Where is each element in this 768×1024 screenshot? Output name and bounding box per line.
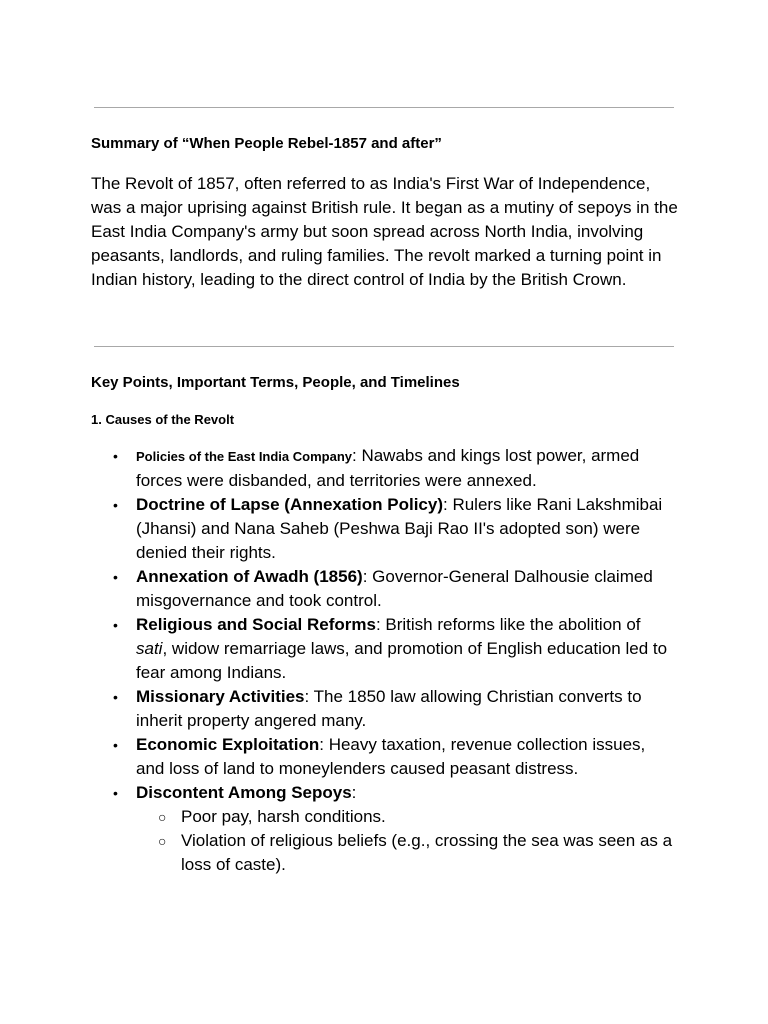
circle-bullet-icon: ○ [158,809,167,825]
cause-text: : Governor-General Dalhousie claimed misgovernance and took control. [136,567,653,610]
cause-term: Doctrine of Lapse (Annexation Policy) [136,495,443,514]
cause-text: : The 1850 law allowing Christian converts to inherit property angered many. [136,687,642,730]
cause-italic-term: sati [136,639,163,658]
causes-heading: 1. Causes of the Revolt [91,412,235,427]
bullet-icon: • [113,689,118,705]
cause-text: : Nawabs and kings lost power, armed forces were disbanded, and territories were annexed. [136,446,640,490]
cause-item [0,781,676,877]
bullet-icon: • [113,737,118,753]
sub-item-text: Poor pay, harsh conditions. [181,807,386,826]
circle-bullet-icon: ○ [158,833,167,849]
bullet-icon: • [113,617,118,633]
cause-item [0,733,676,781]
divider-top [94,107,674,108]
divider-middle [94,346,674,347]
sub-item-text: Violation of religious beliefs (e.g., crossing the sea was seen as a loss of caste). [181,831,673,874]
cause-item [0,565,676,613]
cause-text: : British reforms like the abolition of [375,615,641,634]
sub-item [136,829,681,877]
cause-item [0,493,676,565]
cause-item [0,685,676,733]
sub-item [136,805,681,829]
cause-term: Annexation of Awadh (1856) [136,567,363,586]
cause-item [0,613,676,685]
summary-heading: Summary of “When People Rebel-1857 and after” [91,135,442,152]
cause-term: Policies of the East India Company [136,449,352,464]
cause-text: : Rulers like Rani Lakshmibai (Jhansi) and Nana Saheb (Peshwa Baji Rao II's adopted son) were denied their rights. [136,495,663,562]
cause-text: : Heavy taxation, revenue collection issues, and loss of land to moneylenders caused peasant distress. [136,735,646,778]
bullet-icon: • [113,785,118,801]
cause-term: Religious and Social Reforms [136,615,376,634]
key-points-heading: Key Points, Important Terms, People, and Timelines [91,374,460,391]
summary-paragraph: The Revolt of 1857, often referred to as India's First War of Independence, was a major uprising against British rule. It began as a mutiny of sepoys in the East India Company's army but soon spread across North India, involving peasants, landlords, and ruling families. The revolt marked a turning point in Indian history, leading to the direct control of India by the British Crown. [91,174,678,289]
bullet-icon: • [113,497,118,513]
cause-term: Discontent Among Sepoys [136,783,352,802]
bullet-icon: • [113,448,118,464]
cause-term: Missionary Activities [136,687,305,706]
sepoy-subpoints-list [136,805,676,877]
cause-text-after: , widow remarriage laws, and promotion of English education led to fear among Indians. [136,639,668,682]
cause-item [0,444,676,493]
bullet-icon: • [113,569,118,585]
cause-term: Economic Exploitation [136,735,320,754]
cause-text: : [351,783,357,802]
causes-list [0,444,768,877]
